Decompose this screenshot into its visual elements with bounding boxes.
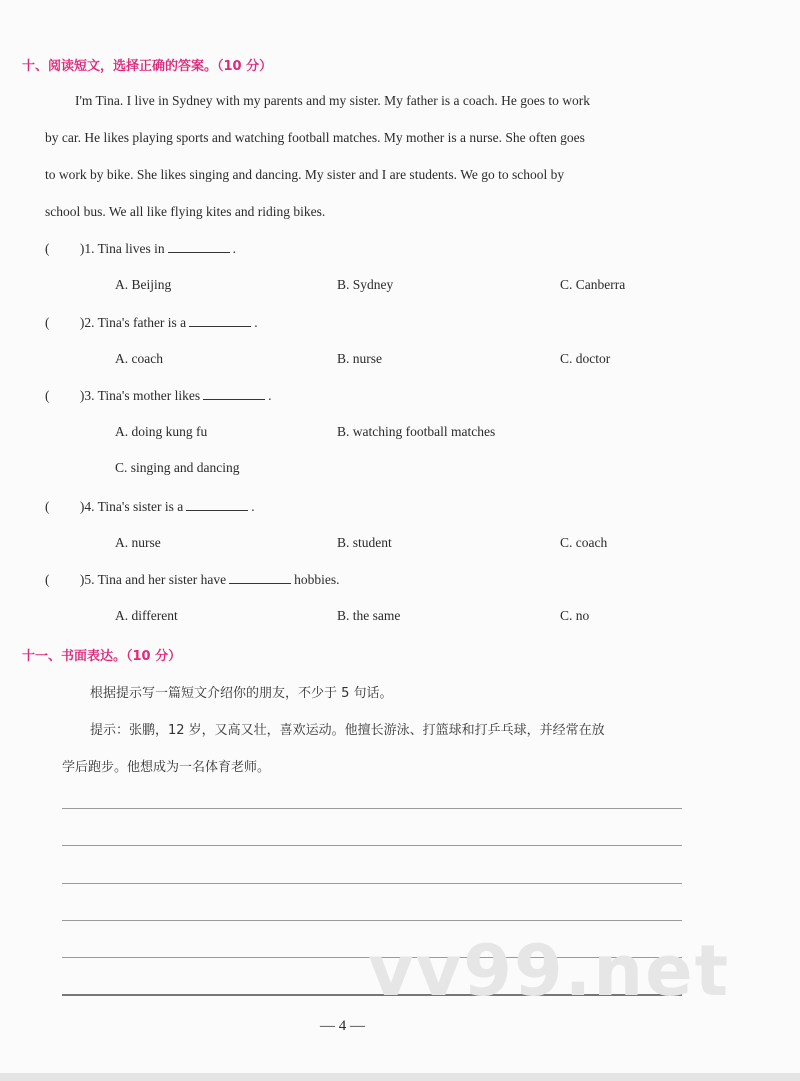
- page-number: — 4 —: [320, 1018, 365, 1034]
- section-10-title: 十、阅读短文，选择正确的答案。（10 分）: [22, 59, 273, 74]
- question-text: 3. Tina's mother likes: [84, 388, 201, 403]
- question-suffix: .: [254, 315, 258, 330]
- option[interactable]: B. watching football matches: [337, 424, 496, 439]
- question-3: [45, 387, 271, 404]
- option[interactable]: A. different: [115, 608, 178, 623]
- question-suffix: .: [251, 499, 255, 514]
- option[interactable]: C. singing and dancing: [115, 460, 240, 475]
- option[interactable]: B. the same: [337, 608, 401, 623]
- section-11-title: 十一、书面表达。（10 分）: [22, 649, 182, 664]
- answer-bracket[interactable]: ( ): [45, 388, 85, 403]
- passage-line: by car. He likes playing sports and watching football matches. My mother is a nurse. She often goes: [45, 130, 585, 145]
- question-text: 1. Tina lives in: [84, 241, 165, 256]
- answer-blank: [189, 314, 251, 327]
- question-suffix: .: [268, 388, 272, 403]
- watermark: vv99.net: [368, 930, 731, 1012]
- writing-line[interactable]: [62, 808, 682, 809]
- writing-instruction: 根据提示写一篇短文介绍你的朋友，不少于 5 句话。: [90, 686, 393, 701]
- question-2: [45, 314, 258, 331]
- option[interactable]: C. Canberra: [560, 277, 626, 292]
- passage-line: to work by bike. She likes singing and dancing. My sister and I are students. We go to school by: [45, 167, 565, 182]
- answer-blank: [168, 240, 230, 253]
- page-bottom-edge: [0, 1073, 800, 1081]
- answer-bracket[interactable]: ( ): [45, 315, 85, 330]
- option[interactable]: C. doctor: [560, 351, 611, 366]
- writing-hint-cont: 学后跑步。他想成为一名体育老师。: [62, 760, 271, 775]
- writing-line[interactable]: [62, 920, 682, 921]
- option[interactable]: A. doing kung fu: [115, 424, 208, 439]
- question-text: 4. Tina's sister is a: [84, 499, 184, 514]
- question-1: [45, 240, 236, 257]
- option[interactable]: B. student: [337, 535, 392, 550]
- option[interactable]: A. nurse: [115, 535, 161, 550]
- question-suffix: hobbies.: [294, 572, 340, 587]
- passage-line: school bus. We all like flying kites and riding bikes.: [45, 204, 326, 219]
- option[interactable]: A. Beijing: [115, 277, 172, 292]
- answer-blank: [186, 498, 248, 511]
- writing-line[interactable]: [62, 883, 682, 884]
- option[interactable]: B. Sydney: [337, 277, 394, 292]
- question-4: [45, 498, 255, 515]
- option[interactable]: B. nurse: [337, 351, 382, 366]
- answer-bracket[interactable]: ( ): [45, 499, 85, 514]
- answer-blank: [203, 387, 265, 400]
- passage-line: I'm Tina. I live in Sydney with my parents and my sister. My father is a coach. He goes to work: [75, 93, 590, 108]
- option[interactable]: A. coach: [115, 351, 163, 366]
- option[interactable]: C. no: [560, 608, 590, 623]
- question-5: [45, 571, 339, 588]
- question-text: 5. Tina and her sister have: [84, 572, 227, 587]
- option[interactable]: C. coach: [560, 535, 608, 550]
- answer-bracket[interactable]: ( ): [45, 241, 85, 256]
- writing-hint: 提示：张鹏，12 岁，又高又壮，喜欢运动。他擅长游泳、打篮球和打乒乓球，并经常在放: [90, 723, 605, 738]
- answer-blank: [229, 571, 291, 584]
- question-suffix: .: [232, 241, 237, 256]
- answer-bracket[interactable]: ( ): [45, 572, 85, 587]
- writing-line[interactable]: [62, 845, 682, 846]
- question-text: 2. Tina's father is a: [84, 315, 187, 330]
